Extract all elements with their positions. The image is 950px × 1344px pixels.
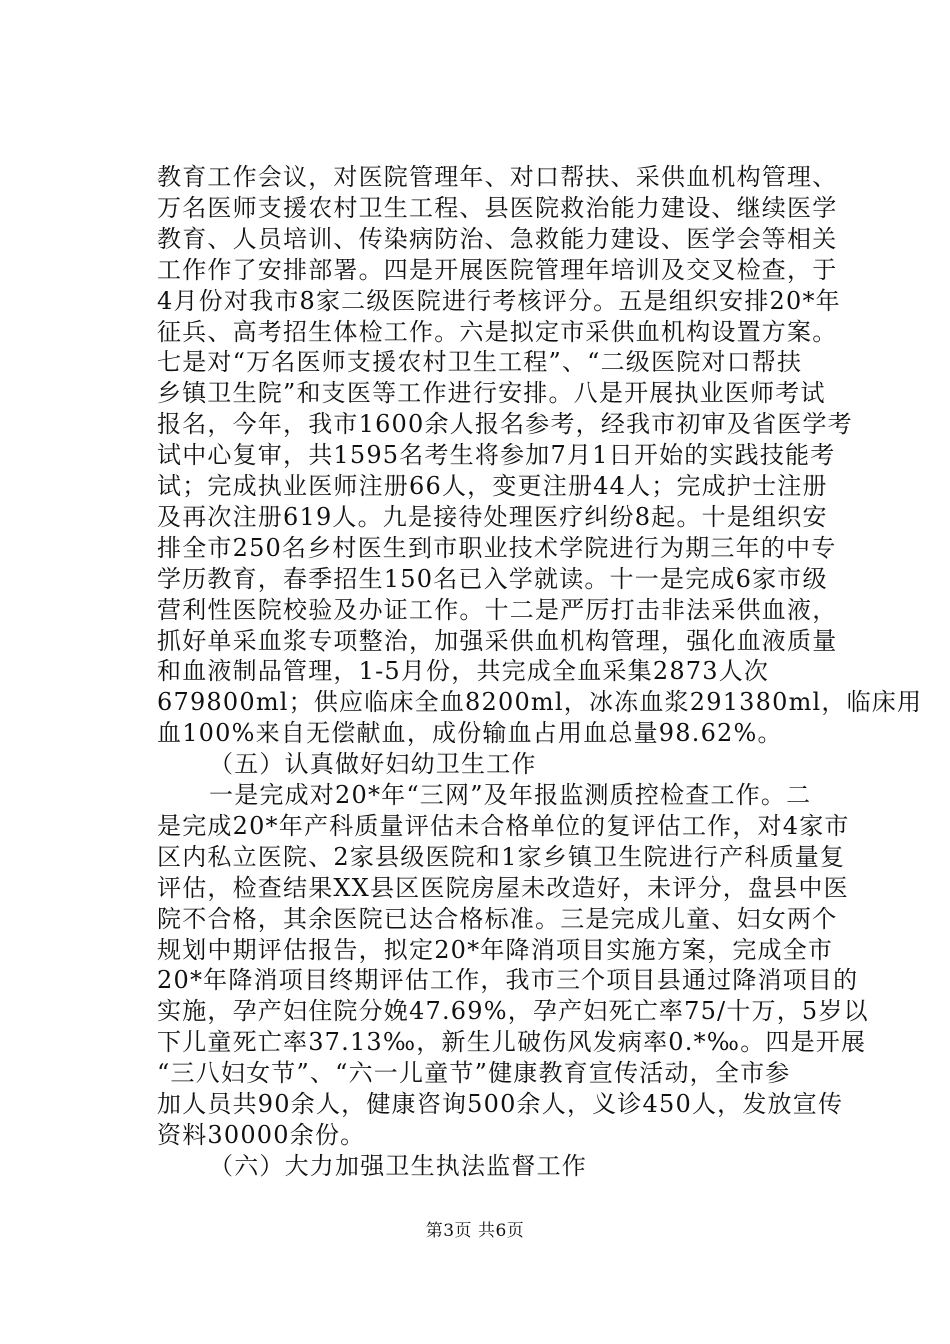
body-line: 抓好单采血浆专项整治，加强采供血机构管理，强化血液质量	[157, 626, 838, 655]
body-line: 和血液制品管理，1-5月份，共完成全血采集2873人次	[157, 657, 770, 686]
body-line: 下儿童死亡率37.13‰，新生儿破伤风发病率0.*‰。四是开展	[157, 1028, 867, 1057]
body-line: 加人员共90余人，健康咨询500余人，义诊450人，发放宣传	[157, 1090, 844, 1118]
body-line: 资料30000余份。	[157, 1120, 366, 1149]
page-footer: 第3页 共6页	[425, 1221, 525, 1241]
body-line: “三八妇女节”、“六一儿童节”健康教育宣传活动，全市参	[157, 1059, 791, 1088]
section-heading: （六）大力加强卫生执法监督工作	[209, 1151, 587, 1180]
body-line: 规划中期评估报告，拟定20*年降消项目实施方案，完成全市	[157, 935, 834, 964]
body-line: 乡镇卫生院”和支医等工作进行安排。八是开展执业医师考试	[157, 379, 826, 408]
body-line: 营利性医院校验及办证工作。十二是严厉打击非法采供血液，	[157, 595, 838, 624]
body-line: 工作作了安排部署。四是开展医院管理年培训及交叉检查，于	[157, 255, 838, 284]
body-line: 万名医师支援农村卫生工程、县医院救治能力建设、继续医学	[157, 193, 838, 222]
body-line: 实施，孕产妇住院分娩47.69%，孕产妇死亡率75/十万，5岁以	[157, 997, 869, 1026]
body-line: 学历教育，春季招生150名已入学就读。十一是完成6家市级	[157, 564, 828, 593]
body-line: 排全市250名乡村医生到市职业技术学院进行为期三年的中专	[157, 533, 837, 562]
body-line: 七是对“万名医师支援农村卫生工程”、“二级医院对口帮扶	[157, 348, 803, 377]
body-line: 征兵、高考招生体检工作。六是拟定市采供血机构设置方案。	[157, 317, 838, 346]
body-line: 血100%来自无偿献血，成份输血占用血总量98.62%。	[157, 719, 783, 748]
body-line: 一是完成对20*年“三网”及年报监测质控检查工作。二	[209, 781, 812, 809]
body-line: 院不合格，其余医院已达合格标准。三是完成儿童、妇女两个	[157, 904, 838, 933]
body-line: 试中心复审，共1595名考生将参加7月1日开始的实践技能考	[157, 441, 836, 470]
body-line: 教育、人员培训、传染病防治、急救能力建设、医学会等相关	[157, 224, 838, 253]
body-line: 是完成20*年产科质量评估未合格单位的复评估工作，对4家市	[157, 811, 850, 840]
body-line: 教育工作会议，对医院管理年、对口帮扶、采供血机构管理、	[157, 163, 838, 191]
section-heading: （五）认真做好妇幼卫生工作	[209, 750, 537, 779]
body-line: 679800ml；供应临床全血8200ml，冰冻血浆291380ml，临床用	[157, 688, 923, 717]
body-line: 报名，今年，我市1600余人报名参考，经我市初审及省医学考	[157, 410, 853, 439]
body-line: 4月份对我市8家二级医院进行考核评分。五是组织安排20*年	[157, 286, 841, 315]
body-line: 20*年降消项目终期评估工作，我市三个项目县通过降消项目的	[157, 966, 859, 995]
body-line: 评估，检查结果XX县区医院房屋未改造好，未评分，盘县中医	[157, 873, 849, 902]
body-line: 及再次注册619人。九是接待处理医疗纠纷8起。十是组织安	[157, 502, 828, 531]
body-line: 试；完成执业医师注册66人，变更注册44人；完成护士注册	[157, 472, 828, 500]
body-line: 区内私立医院、2家县级医院和1家乡镇卫生院进行产科质量复	[157, 842, 846, 871]
